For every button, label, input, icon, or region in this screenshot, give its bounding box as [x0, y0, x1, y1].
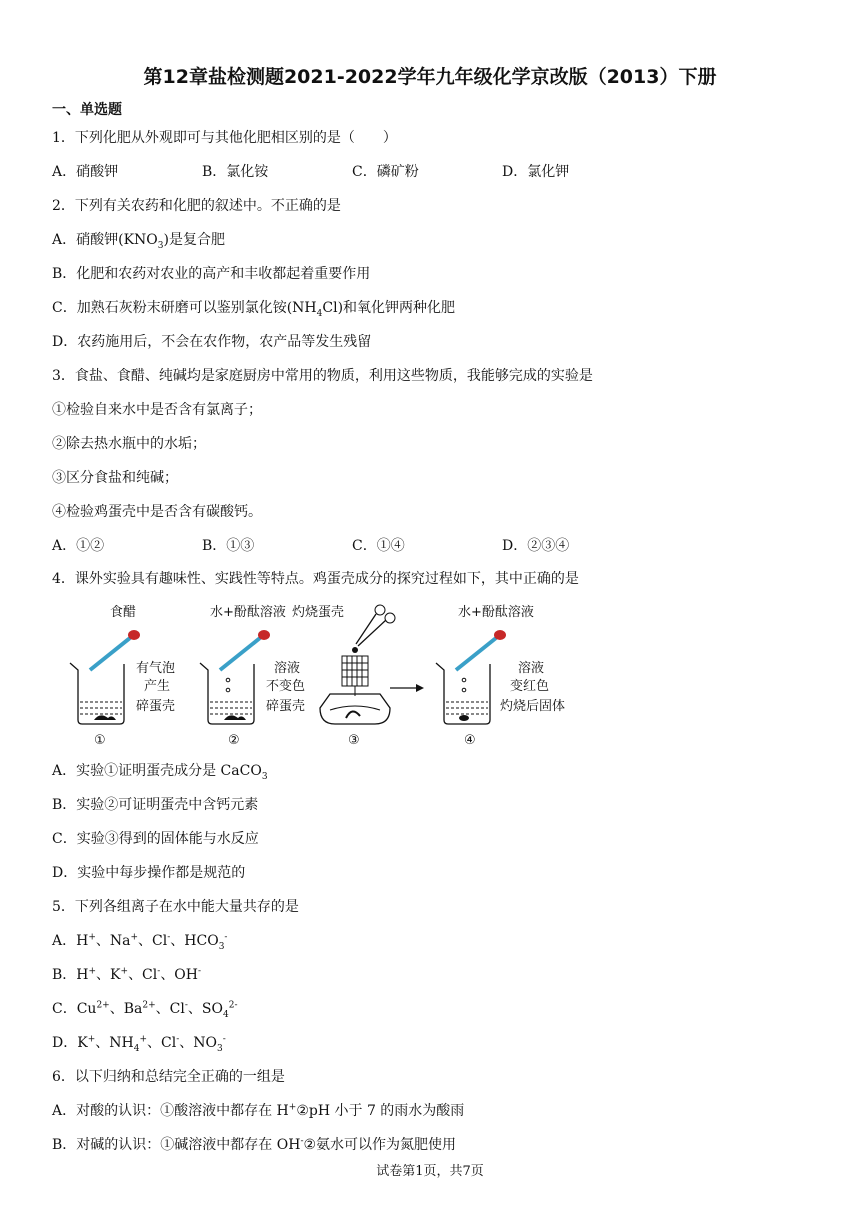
exp1-result-1: 有气泡: [136, 661, 176, 676]
q6-option-a: [52, 1100, 464, 1120]
q6-b-sup: -: [300, 1136, 304, 1147]
exp4-result-1: 溶液: [518, 661, 545, 676]
exp4-top-label: 水+酚酞溶液: [458, 605, 534, 620]
q3-options: [52, 535, 812, 555]
q4-stem: 4．课外实验具有趣味性、实践性等特点。鸡蛋壳成分的探究过程如下，其中正确的是: [52, 571, 579, 587]
dropper-icon: [90, 630, 140, 670]
exp3-top-label: 灼烧蛋壳: [292, 605, 345, 620]
q5-b-t2: 、K: [96, 967, 121, 983]
exp1-number: ①: [94, 733, 106, 748]
q5-a-t4: 、Cl: [138, 933, 168, 949]
q5-option-c: [52, 998, 238, 1020]
page-footer: 试卷第1页，共7页: [376, 1164, 484, 1179]
arrow-right-icon: [390, 684, 424, 692]
experiment-4: [436, 604, 565, 748]
q1-stem: 1．下列化肥从外观即可与其他化肥相区别的是（ ）: [52, 130, 397, 146]
exp2-number: ②: [228, 733, 240, 748]
q2-option-a: [52, 229, 225, 251]
q3-statement-1: ①检验自来水中是否含有氯离子；: [52, 402, 262, 418]
q5-a-b7: 3: [218, 941, 225, 952]
q2-c-post: Cl)和氧化钾两种化肥: [322, 300, 456, 316]
exp2-result-2: 不变色: [266, 679, 306, 694]
q2-option-d: D．农药施用后，不会在农作物，农产品等发生残留: [52, 334, 372, 350]
q1-options: [52, 161, 812, 181]
exp2-result-3: 碎蛋壳: [266, 699, 306, 714]
q2-a-post: )是复合肥: [163, 232, 225, 248]
q3-stem: 3．食盐、食醋、纯碱均是家庭厨房中常用的物质，利用这些物质，我能够完成的实验是: [52, 368, 593, 384]
q5-a-t0: A．H: [52, 933, 89, 949]
dropper-icon: [220, 630, 270, 670]
dropper-icon: [456, 630, 506, 670]
experiment-3: [292, 604, 395, 748]
tongs-icon: [352, 605, 395, 653]
q5-option-a: [52, 930, 227, 952]
q5-b-t4: 、Cl: [128, 967, 158, 983]
exp1-top-label: 食醋: [110, 605, 137, 620]
q5-d-t7: 、NO: [179, 1035, 217, 1051]
q6-a-sup: +: [288, 1102, 297, 1113]
q1-option-b: B．氯化铵: [202, 164, 269, 180]
q5-c-t2: 、Ba: [109, 1001, 143, 1017]
q3-statement-4: ④检验鸡蛋壳中是否含有碳酸钙。: [52, 504, 262, 520]
q2-a-sub: 3: [157, 240, 164, 251]
q3-statement-2: ②除去热水瓶中的水垢；: [52, 436, 206, 452]
q5-a-s3: +: [130, 932, 139, 943]
q6-a-pre: A．对酸的认识：①酸溶液中都存在 H: [52, 1103, 289, 1119]
q2-c-pre: C．加熟石灰粉末研磨可以鉴别氯化铵(NH: [52, 300, 317, 316]
q5-b-s3: +: [120, 966, 129, 977]
q4-a-pre: A．实验①证明蛋壳成分是 CaCO: [52, 763, 262, 779]
q5-b-s1: +: [88, 966, 97, 977]
exp1-result-2: 产生: [144, 679, 171, 694]
q5-b-t0: B．H: [52, 967, 89, 983]
q3-option-d: D．②③④: [502, 538, 570, 554]
experiment-2: [200, 604, 305, 748]
q5-c-s8: 2-: [228, 1000, 238, 1011]
q5-b-s7: -: [198, 966, 202, 977]
q5-a-s5: -: [167, 932, 171, 943]
q4-option-c: C．实验③得到的固体能与水反应: [52, 831, 259, 847]
exp4-result-2: 变红色: [510, 679, 550, 694]
q5-d-t0: D．K: [52, 1035, 88, 1051]
q5-c-s3: 2+: [142, 1000, 156, 1011]
q5-c-s5: -: [184, 1000, 188, 1011]
q5-a-s1: +: [88, 932, 96, 943]
q5-d-s6: -: [176, 1034, 180, 1045]
exp4-number: ④: [464, 733, 476, 748]
exp3-number: ③: [348, 733, 360, 748]
q5-c-b7: 4: [222, 1009, 229, 1020]
q5-d-b3: 4: [133, 1043, 140, 1054]
q5-option-d: [52, 1032, 226, 1054]
q2-option-c: [52, 297, 455, 319]
q5-b-t6: 、OH: [160, 967, 198, 983]
q3-option-c: C．①④: [352, 538, 405, 554]
q5-c-t0: C．Cu: [52, 1001, 97, 1017]
page-title: 第12章盐检测题2021-2022学年九年级化学京改版（2013）下册: [143, 66, 717, 88]
q5-c-s1: 2+: [96, 1000, 110, 1011]
q5-a-s8: -: [224, 932, 228, 943]
q5-c-t6: 、SO: [187, 1001, 223, 1017]
exp2-result-1: 溶液: [274, 661, 301, 676]
q3-option-a: A．①②: [52, 538, 105, 554]
q1-option-d: D．氯化钾: [502, 164, 570, 180]
q5-b-s5: -: [157, 966, 161, 977]
section-heading: 一、单选题: [52, 102, 122, 118]
alcohol-lamp-icon: [320, 686, 390, 724]
exp1-result-3: 碎蛋壳: [136, 699, 176, 714]
experiment-figure: [60, 598, 600, 748]
q6-option-b: [52, 1134, 456, 1154]
q5-a-t2: 、Na: [95, 933, 131, 949]
q2-stem: 2．下列有关农药和化肥的叙述中。不正确的是: [52, 198, 341, 214]
q4-option-a: [52, 760, 268, 782]
q5-d-s9: -: [222, 1034, 226, 1045]
q5-d-b8: 3: [216, 1043, 223, 1054]
q6-b-post: ②氨水可以作为氮肥使用: [303, 1137, 457, 1153]
q3-option-b: B．①③: [202, 538, 255, 554]
exp4-result-3: 灼烧后固体: [500, 699, 566, 714]
q5-stem: 5．下列各组离子在水中能大量共存的是: [52, 899, 299, 915]
q5-d-s1: +: [87, 1034, 96, 1045]
q6-stem: 6．以下归纳和总结完全正确的一组是: [52, 1069, 285, 1085]
q6-b-pre: B．对碱的认识：①碱溶液中都存在 OH: [52, 1137, 301, 1153]
q3-statement-3: ③区分食盐和纯碱；: [52, 470, 178, 486]
q2-option-b: B．化肥和农药对农业的高产和丰收都起着重要作用: [52, 266, 371, 282]
q5-d-t5: 、Cl: [146, 1035, 177, 1051]
q4-option-d: D．实验中每步操作都是规范的: [52, 865, 246, 881]
q1-option-a: A．硝酸钾: [52, 164, 119, 180]
wire-gauze-icon: [342, 656, 368, 686]
q2-c-sub: 4: [316, 308, 323, 319]
experiment-1: [70, 604, 175, 748]
q5-c-t4: 、Cl: [155, 1001, 185, 1017]
q4-a-sub: 3: [261, 771, 268, 782]
q6-a-post: ②pH 小于 7 的雨水为酸雨: [296, 1103, 465, 1119]
q5-a-t6: 、HCO: [170, 933, 219, 949]
q4-option-b: B．实验②可证明蛋壳中含钙元素: [52, 797, 259, 813]
q5-d-s4: +: [139, 1034, 147, 1045]
q2-a-pre: A．硝酸钾(KNO: [52, 232, 158, 248]
q5-option-b: [52, 964, 201, 984]
exp2-top-label: 水+酚酞溶液: [210, 605, 286, 620]
q1-option-c: C．磷矿粉: [352, 164, 419, 180]
q5-d-t2: 、NH: [95, 1035, 134, 1051]
